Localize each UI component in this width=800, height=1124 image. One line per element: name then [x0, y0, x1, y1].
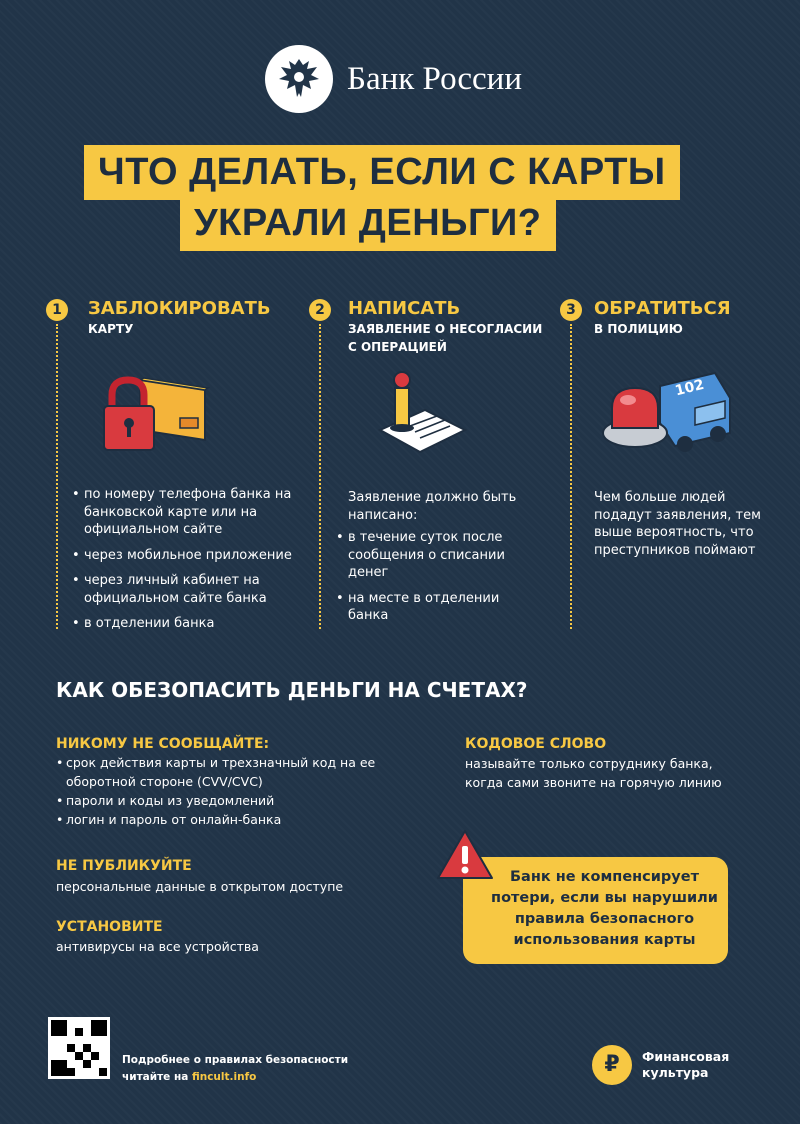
list-item: • срок действия карты и трехзначный код на ее оборотной стороне (CVV/CVC)	[56, 753, 396, 791]
dont-tell-list	[56, 753, 396, 829]
warning-box: Банк не компенсирует потери, если вы нарушили правила безопасного использования карты	[463, 857, 728, 964]
locked-card-icon	[100, 360, 215, 460]
fin-culture-name: Финансовая культура	[642, 1049, 730, 1080]
bank-name: Банк России	[347, 60, 523, 97]
list-item: • пароли и коды из уведомлений	[56, 791, 396, 810]
step-number: 3	[560, 299, 582, 321]
step-text: Чем больше людей подадут заявления, тем выше вероятность, что преступников поймают	[594, 490, 761, 558]
step-title: ЗАБЛОКИРОВАТЬ	[88, 298, 271, 319]
fin-culture-logo	[592, 1045, 732, 1085]
list-item: • на месте в отделении банка	[336, 590, 536, 625]
step-number: 1	[46, 299, 68, 321]
step-divider	[570, 324, 572, 629]
step-divider	[56, 324, 58, 629]
dont-publish-text: персональные данные в открытом доступе	[56, 879, 344, 894]
page-title-line1: ЧТО ДЕЛАТЬ, ЕСЛИ С КАРТЫ	[84, 145, 680, 200]
list-item: • в течение суток после сообщения о списании денег	[336, 529, 536, 582]
step-subtitle: В ПОЛИЦИЮ	[594, 322, 683, 336]
police-number: 102	[673, 376, 706, 400]
dont-publish-heading: НЕ ПУБЛИКУЙТЕ	[56, 858, 192, 874]
step-subtitle: ЗАЯВЛЕНИЕ О НЕСОГЛАСИИ С ОПЕРАЦИЕЙ	[348, 322, 543, 354]
code-word-text: называйте только сотруднику банка, когда сами звоните на горячую линию	[465, 756, 722, 790]
install-heading: УСТАНОВИТЕ	[56, 919, 163, 935]
footer-line1: Подробнее о правилах безопасности	[122, 1054, 349, 1066]
step-title: НАПИСАТЬ	[348, 298, 461, 319]
section-title: КАК ОБЕЗОПАСИТЬ ДЕНЬГИ НА СЧЕТАХ?	[56, 678, 528, 702]
ruble-icon: ₽	[592, 1045, 632, 1085]
dont-tell-heading: НИКОМУ НЕ СООБЩАЙТЕ:	[56, 736, 270, 752]
footer-prefix: читайте на	[122, 1071, 192, 1083]
warning-icon	[435, 828, 495, 883]
step-intro: Заявление должно быть написано:	[348, 490, 517, 523]
step-subtitle: КАРТУ	[88, 322, 134, 336]
qr-code[interactable]	[48, 1017, 110, 1079]
step-title: ОБРАТИТЬСЯ	[594, 298, 731, 319]
install-text: антивирусы на все устройства	[56, 939, 259, 954]
list-item: • через личный кабинет на официальном сайте банка	[72, 572, 322, 607]
step-bullets	[72, 486, 322, 641]
step-bullets	[336, 529, 536, 633]
page-title-line2: УКРАЛИ ДЕНЬГИ?	[180, 196, 556, 251]
bank-logo	[265, 45, 522, 113]
step-number: 2	[309, 299, 331, 321]
police-siren-icon	[600, 368, 735, 458]
list-item: • через мобильное приложение	[72, 547, 322, 565]
stamp-document-icon	[375, 370, 470, 460]
eagle-emblem-icon	[265, 45, 333, 113]
fincult-link[interactable]: fincult.info	[191, 1071, 257, 1083]
footer-info	[122, 1052, 348, 1086]
list-item: • логин и пароль от онлайн-банка	[56, 810, 396, 829]
qr-code-icon	[51, 1020, 107, 1076]
step-divider	[319, 324, 321, 629]
footer-line2	[122, 1069, 348, 1086]
list-item: • в отделении банка	[72, 615, 322, 633]
list-item: • по номеру телефона банка на банковской карте или на официальном сайте	[72, 486, 322, 539]
code-word-heading: КОДОВОЕ СЛОВО	[465, 736, 607, 752]
